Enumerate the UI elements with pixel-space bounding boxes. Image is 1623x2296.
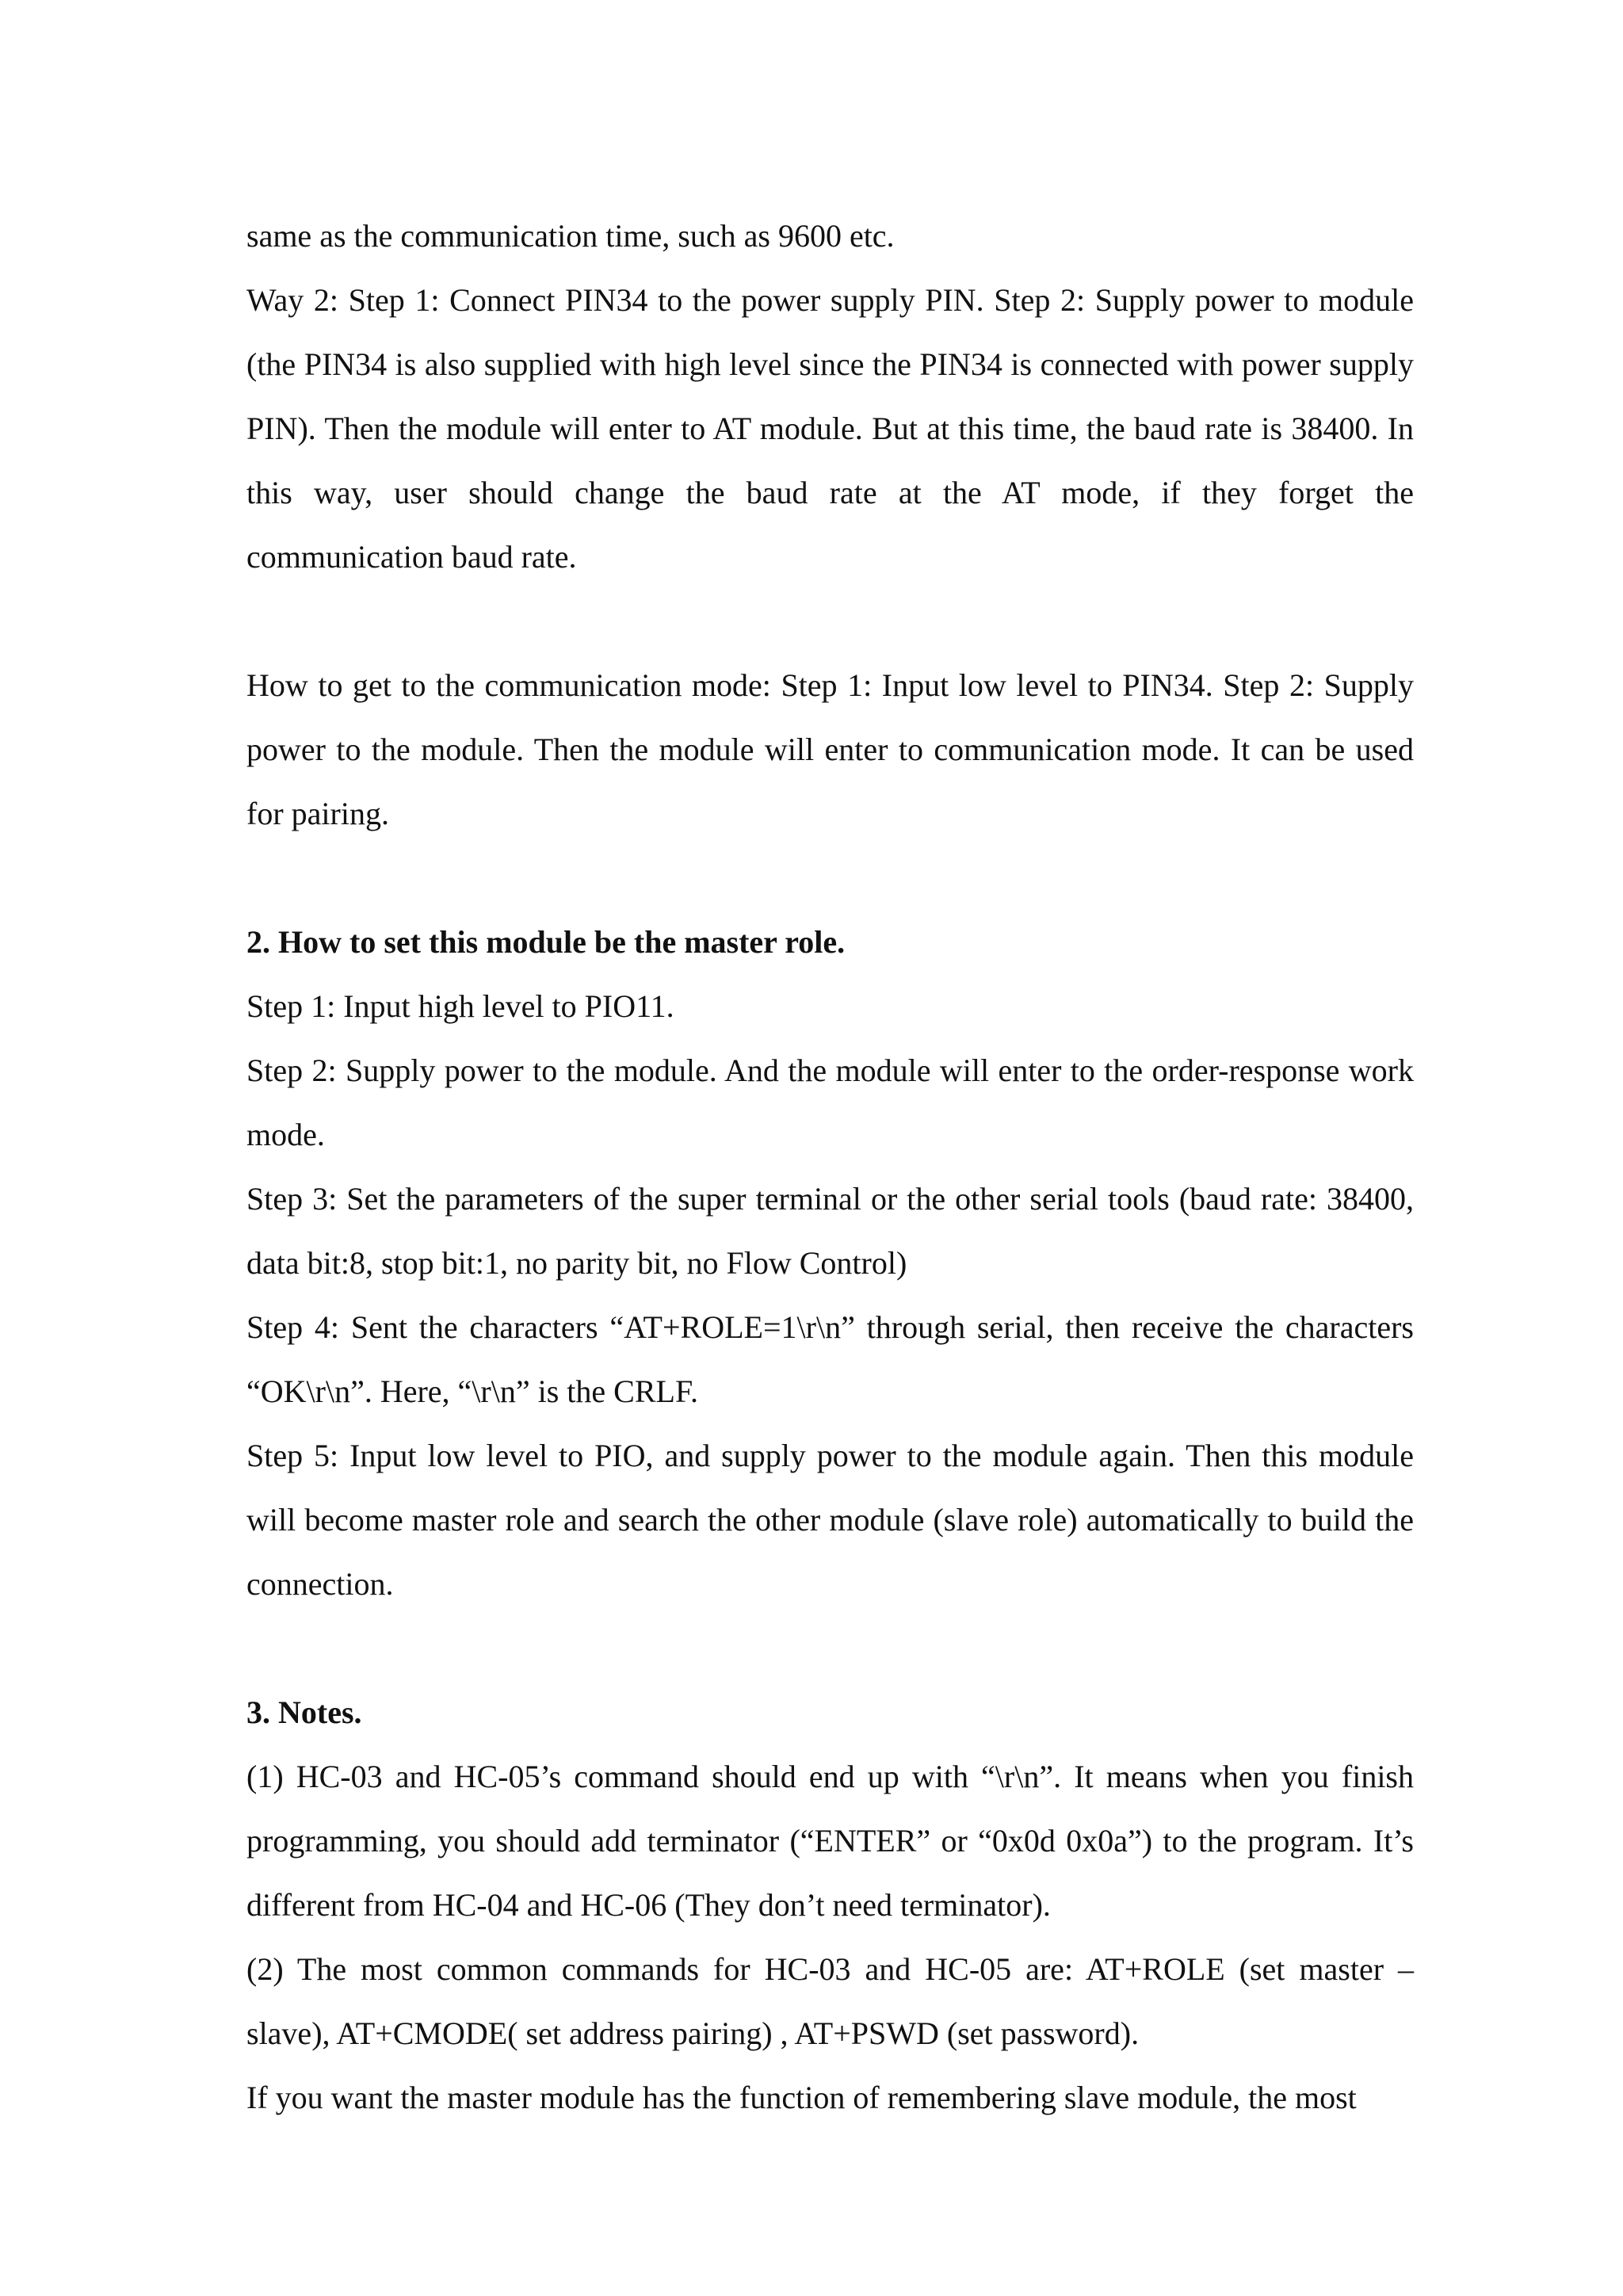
paragraph-baud-rate-continuation: same as the communication time, such as 9600 etc. bbox=[246, 218, 895, 254]
master-step-2: Step 2: Supply power to the module. And the module will enter to the order-response work mode. bbox=[246, 1052, 1414, 1152]
paragraph-way-2: Way 2: Step 1: Connect PIN34 to the power supply PIN. Step 2: Supply power to module (the PIN34 is also supplied with high level since the PIN34 is connected with power supply PIN). Then the module will enter to AT module. But at this time, the baud rate is 38400. In this way, user should change the baud rate at the AT mode, if they forget the communication baud rate. bbox=[246, 282, 1414, 575]
paragraph-spacer bbox=[246, 1616, 1414, 1680]
note-2: (2) The most common commands for HC-03 and HC-05 are: AT+ROLE (set master –slave), AT+CMODE( set address pairing) , AT+PSWD (set password). bbox=[246, 1951, 1414, 2051]
paragraph-spacer bbox=[246, 589, 1414, 653]
master-step-4: Step 4: Sent the characters “AT+ROLE=1\r\n” through serial, then receive the characters “OK\r\n”. Here, “\r\n” is the CRLF. bbox=[246, 1309, 1414, 1409]
page-content bbox=[246, 204, 1414, 2130]
note-1: (1) HC-03 and HC-05’s command should end up with “\r\n”. It means when you finish programming, you should add terminator (“ENTER” or “0x0d 0x0a”) to the program. It’s different from HC-04 and HC-06 (They don’t need terminator). bbox=[246, 1759, 1414, 1923]
section-heading-master-role: 2. How to set this module be the master role. bbox=[246, 924, 846, 960]
paragraph-communication-mode: How to get to the communication mode: Step 1: Input low level to PIN34. Step 2: Supply power to the module. Then the module will enter to communication mode. It can be used for pairing. bbox=[246, 667, 1414, 831]
paragraph-spacer bbox=[246, 846, 1414, 910]
master-step-1: Step 1: Input high level to PIO11. bbox=[246, 988, 674, 1024]
master-step-3: Step 3: Set the parameters of the super terminal or the other serial tools (baud rate: 38400, data bit:8, stop bit:1, no parity bit, no Flow Control) bbox=[246, 1181, 1414, 1281]
section-heading-notes: 3. Notes. bbox=[246, 1694, 362, 1730]
note-3: If you want the master module has the function of remembering slave module, the most bbox=[246, 2080, 1357, 2115]
master-step-5: Step 5: Input low level to PIO, and supply power to the module again. Then this module will become master role and search the other module (slave role) automatically to build the connection. bbox=[246, 1438, 1414, 1602]
